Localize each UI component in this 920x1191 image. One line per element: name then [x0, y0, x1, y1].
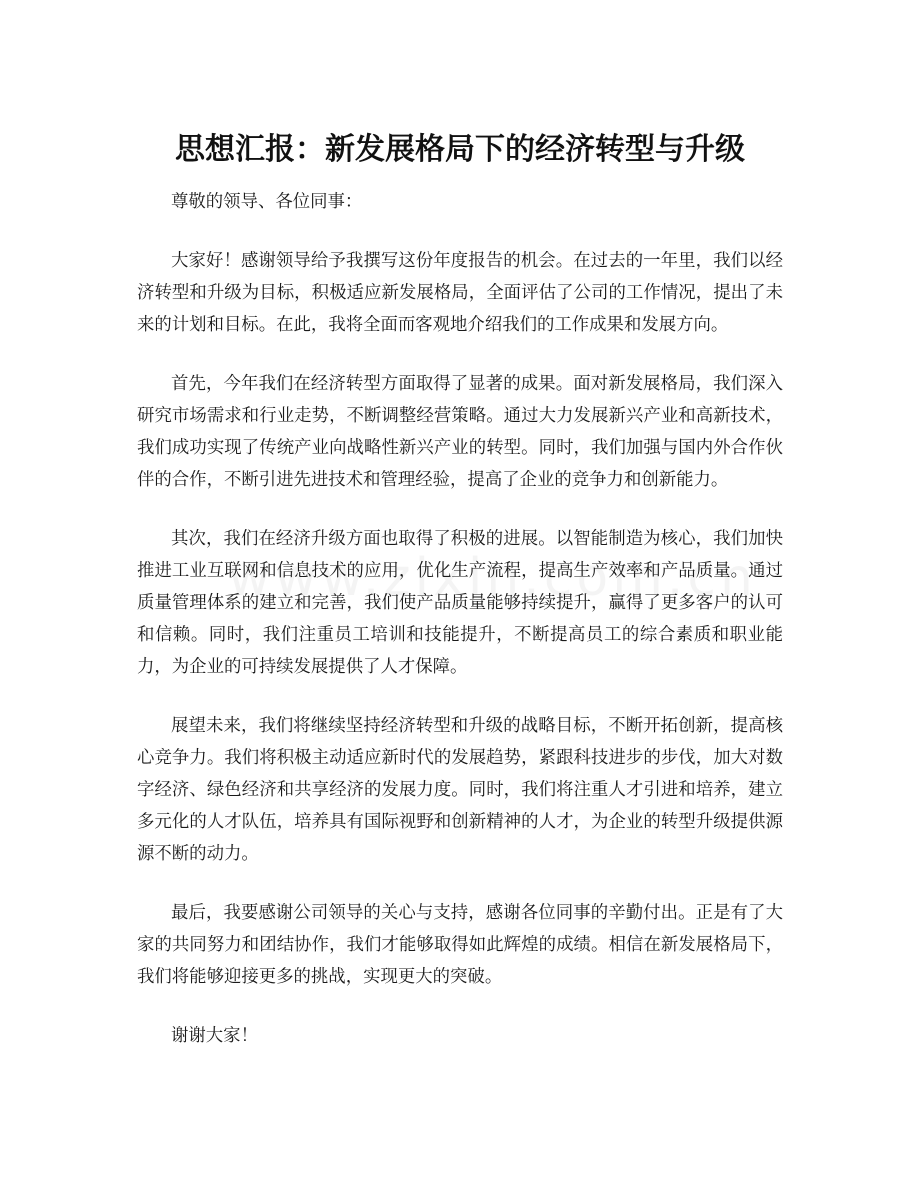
paragraph-upgrade: 其次，我们在经济升级方面也取得了积极的进展。以智能制造为核心，我们加快推进工业互联网和信息技术的应用，优化生产流程，提高生产效率和产品质量。通过质量管理体系的建立和完善，我们使产品质量能够持续提升，赢得了更多客户的认可和信赖。同时，我们注重员工培训和技能提升，不断提高员工的综合素质和职业能力，为企业的可持续发展提供了人才保障。 [137, 529, 783, 677]
document-title: 思想汇报：新发展格局下的经济转型与升级 [175, 132, 745, 168]
paragraph-thanks: 最后，我要感谢公司领导的关心与支持，感谢各位同事的辛勤付出。正是有了大家的共同努力和团结协作，我们才能够取得如此辉煌的成绩。相信在新发展格局下，我们将能够迎接更多的挑战，实现更大的突破。 [137, 903, 783, 987]
paragraph-transformation: 首先，今年我们在经济转型方面取得了显著的成果。面对新发展格局，我们深入研究市场需求和行业走势，不断调整经营策略。通过大力发展新兴产业和高新技术，我们成功实现了传统产业向战略性新兴产业的转型。同时，我们加强与国内外合作伙伴的合作，不断引进先进技术和管理经验，提高了企业的竞争力和创新能力。 [137, 374, 783, 490]
salutation: 尊敬的领导、各位同事： [171, 192, 363, 212]
paragraph-outlook: 展望未来，我们将继续坚持经济转型和升级的战略目标，不断开拓创新，提高核心竞争力。我们将积极主动适应新时代的发展趋势，紧跟科技进步的步伐，加大对数字经济、绿色经济和共享经济的发展力度。同时，我们将注重人才引进和培养，建立多元化的人才队伍，培养具有国际视野和创新精神的人才，为企业的转型升级提供源源不断的动力。 [137, 716, 783, 864]
closing: 谢谢大家！ [171, 1026, 258, 1046]
paragraph-intro: 大家好！感谢领导给予我撰写这份年度报告的机会。在过去的一年里，我们以经济转型和升级为目标，积极适应新发展格局，全面评估了公司的工作情况，提出了未来的计划和目标。在此，我将全面而客观地介绍我们的工作成果和发展方向。 [137, 251, 783, 335]
document-body [137, 186, 783, 1079]
